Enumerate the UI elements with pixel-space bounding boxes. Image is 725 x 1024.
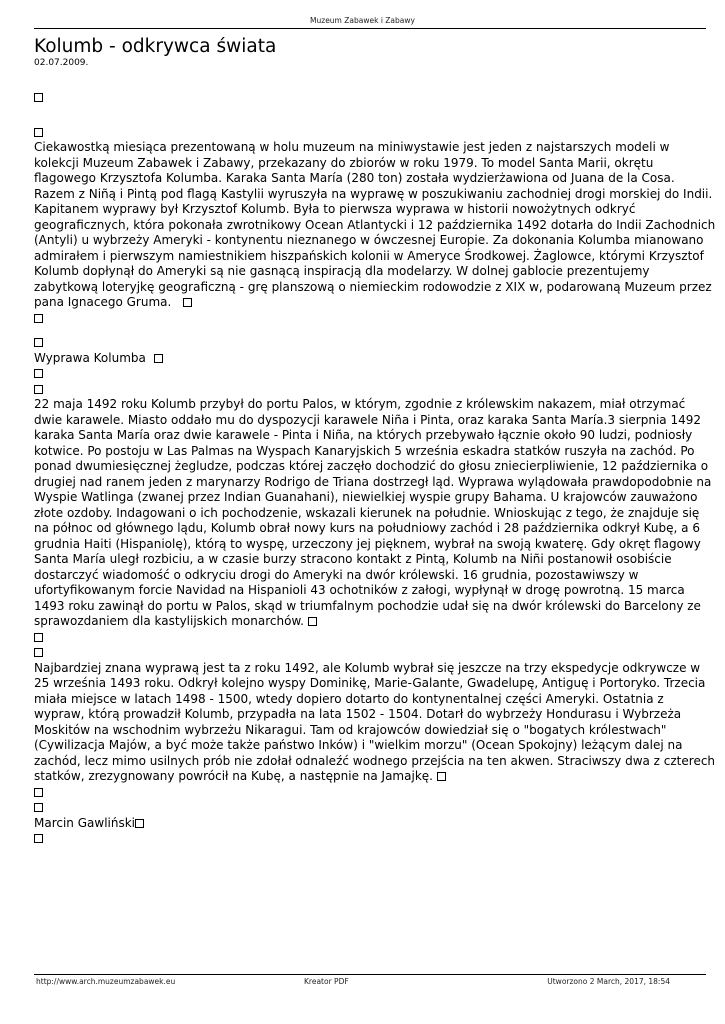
footer-url-link[interactable]: http://www.arch.muzeumzabawek.eu	[36, 977, 176, 986]
section-heading	[34, 351, 716, 367]
missing-image-icon	[34, 128, 43, 137]
expeditions-paragraph	[34, 661, 716, 785]
placeholder-box-row	[34, 831, 716, 847]
placeholder-box-row	[34, 785, 716, 801]
placeholder-box-row	[34, 366, 716, 382]
missing-image-icon	[437, 772, 446, 781]
footer-generator: Kreator PDF	[304, 977, 349, 986]
intro-text: Ciekawostką miesiąca prezentowaną w holu muzeum na miniwystawie jest jeden z najstarszych modeli w kolekcji Muzeum Zabawek i Zabawy, przekazany do zbiorów w roku 1979. To model Santa Marii, okrętu flagowego Krzysztofa Kolumba. Karaka Santa María (280 ton) została wydzierżawiona od Juana de la Cosa. Razem z Niñą i Pintą pod flagą Kastylii wyruszyła na wyprawę w poszukiwaniu zachodniej drogi morskiej do Indii. Kapitanem wyprawy był Krzysztof Kolumb. Była to pierwsza wyprawa w historii nowożytnych odkryć geograficznych, która pokonała zwrotnikowy Ocean Atlantycki i 12 października 1492 dotarła do Indii Zachodnich (Antyli) u wybrzeży Ameryki - kontynentu nieznanego w ówczesnej Europie. Za dokonania Kolumba mianowano admirałem i pierwszym namiestnikiem hiszpańskich kolonii w Ameryce Środkowej. Żaglowce, którymi Krzysztof Kolumb dopłynął do Ameryki są nie gasnącą inspiracją dla modelarzy. W dolnej gablocie prezentujemy zabytkową loteryjkę geograficzną - grę planszową o niemieckim rodowodzie z XIX w, podarowaną Muzeum przez pana Ignacego Gruma.	[34, 140, 716, 309]
article	[34, 36, 716, 847]
missing-image-icon	[308, 617, 317, 626]
placeholder-box-row	[34, 645, 716, 661]
author-line	[34, 816, 716, 832]
voyage-paragraph	[34, 397, 716, 630]
missing-image-icon	[34, 633, 43, 642]
missing-image-icon	[34, 834, 43, 843]
missing-image-icon	[34, 803, 43, 812]
intro-paragraph	[34, 140, 716, 311]
footer-divider	[34, 974, 706, 975]
placeholder-box-row	[34, 125, 716, 141]
missing-image-icon	[34, 788, 43, 797]
voyage-text: 22 maja 1492 roku Kolumb przybył do portu Palos, w którym, zgodnie z królewskim nakazem, miał otrzymać dwie karawele. Miasto oddało mu do dyspozycji karawele Niña i Pinta, oraz karaka Santa María.3 sierpnia 1492 karaka Santa María oraz dwie karawele - Pinta i Niña, na których przebywało łącznie około 90 ludzi, podniosły kotwice. Po postoju w Las Palmas na Wyspach Kanaryjskich 5 września eskadra statków ruszyła na zachód. Po ponad dwumiesięcznej żegludze, podczas której zaczęło dochodzić do głosu zniecierpliwienie, 12 października o drugiej nad ranem jeden z marynarzy Rodrigo de Triana dostrzegł ląd. Wyprawa wylądowała prawdopodobnie na Wyspie Watlinga (zwanej przez Indian Guanahani), niewielkiej wyspie grupy Bahama. U krajowców zauważono złote ozdoby. Indagowani o ich pochodzenie, wskazali kierunek na południe. Wnioskując z tego, że znajduje się na północ od głównego lądu, Kolumb obrał nowy kurs na południowy zachód i 28 października odkrył Kubę, a 6 grudnia Haiti (Hispaniolę), którą to wyspę, urzeczony jej pięknem, wybrał na swoją kwaterę. Gdy okręt flagowy Santa María uległ rozbiciu, a w czasie burzy stracono kontakt z Pintą, Kolumb na Niñi postanowił osobiście dostarczyć wiadomość o odkryciu drogi do Ameryki na dwór królewski. 16 grudnia, pozostawiwszy w ufortyfikowanym forcie Navidad na Hispanioli 43 ochotników z załogi, wypłynął w drogę powrotną. 15 marca 1493 roku zawinął do portu w Palos, skąd w triumfalnym pochodzie udał się na dwór królewski do Barcelony ze sprawozdaniem dla kastylijskich monarchów.	[34, 397, 712, 628]
placeholder-box-row	[34, 382, 716, 398]
missing-image-icon	[135, 819, 144, 828]
missing-image-icon	[34, 369, 43, 378]
missing-image-icon	[34, 338, 43, 347]
missing-image-icon	[34, 385, 43, 394]
placeholder-box-row	[34, 311, 716, 327]
footer-created-date: Utworzono 2 March, 2017, 18:54	[547, 977, 670, 986]
article-date: 02.07.2009.	[34, 58, 89, 68]
section-heading-text: Wyprawa Kolumba	[34, 350, 146, 365]
missing-image-icon	[34, 93, 43, 102]
author-name: Marcin Gawliński	[34, 815, 136, 830]
expeditions-text: Najbardziej znana wyprawą jest ta z roku 1492, ale Kolumb wybrał się jeszcze na trzy ekspedycje odkrywcze w 25 września 1493 roku. Odkrył kolejno wyspy Dominikę, Marie-Galante, Gwadelupę, Antiguę i Portoryko. Trzecia miała miejsce w latach 1498 - 1500, wtedy dopiero dotarto do kontynentalnej części Ameryki. Ostatnia z wypraw, którą prowadził Kolumb, przypadła na lata 1502 - 1504. Dotarł do wybrzeży Hondurasu i Wybrzeża Moskitów na wschodnim wybrzeżu Nikaragui. Tam od krajowców dowiedział się o "bogatych królestwach" (Cywilizacja Majów, a być może także państwo Inków) i "wielkim morzu" (Ocean Spokojny) leżącym dalej na zachód, lecz mimo usilnych prób nie zdołał odnaleźć wodnego przejścia na ten akwen. Straciwszy dwa z czterech statków, zrezygnowany powrócił na Kubę, a następnie na Jamajkę.	[34, 660, 716, 783]
placeholder-box-row	[34, 90, 716, 106]
missing-image-icon	[183, 298, 192, 307]
missing-image-icon	[34, 314, 43, 323]
missing-image-icon	[34, 648, 43, 657]
placeholder-box-row	[34, 630, 716, 646]
header-divider	[34, 28, 706, 29]
placeholder-box-row	[34, 335, 716, 351]
missing-image-icon	[154, 354, 163, 363]
placeholder-box-row	[34, 800, 716, 816]
site-header: Muzeum Zabawek i Zabawy	[310, 16, 415, 25]
article-title: Kolumb - odkrywca świata	[34, 36, 277, 57]
